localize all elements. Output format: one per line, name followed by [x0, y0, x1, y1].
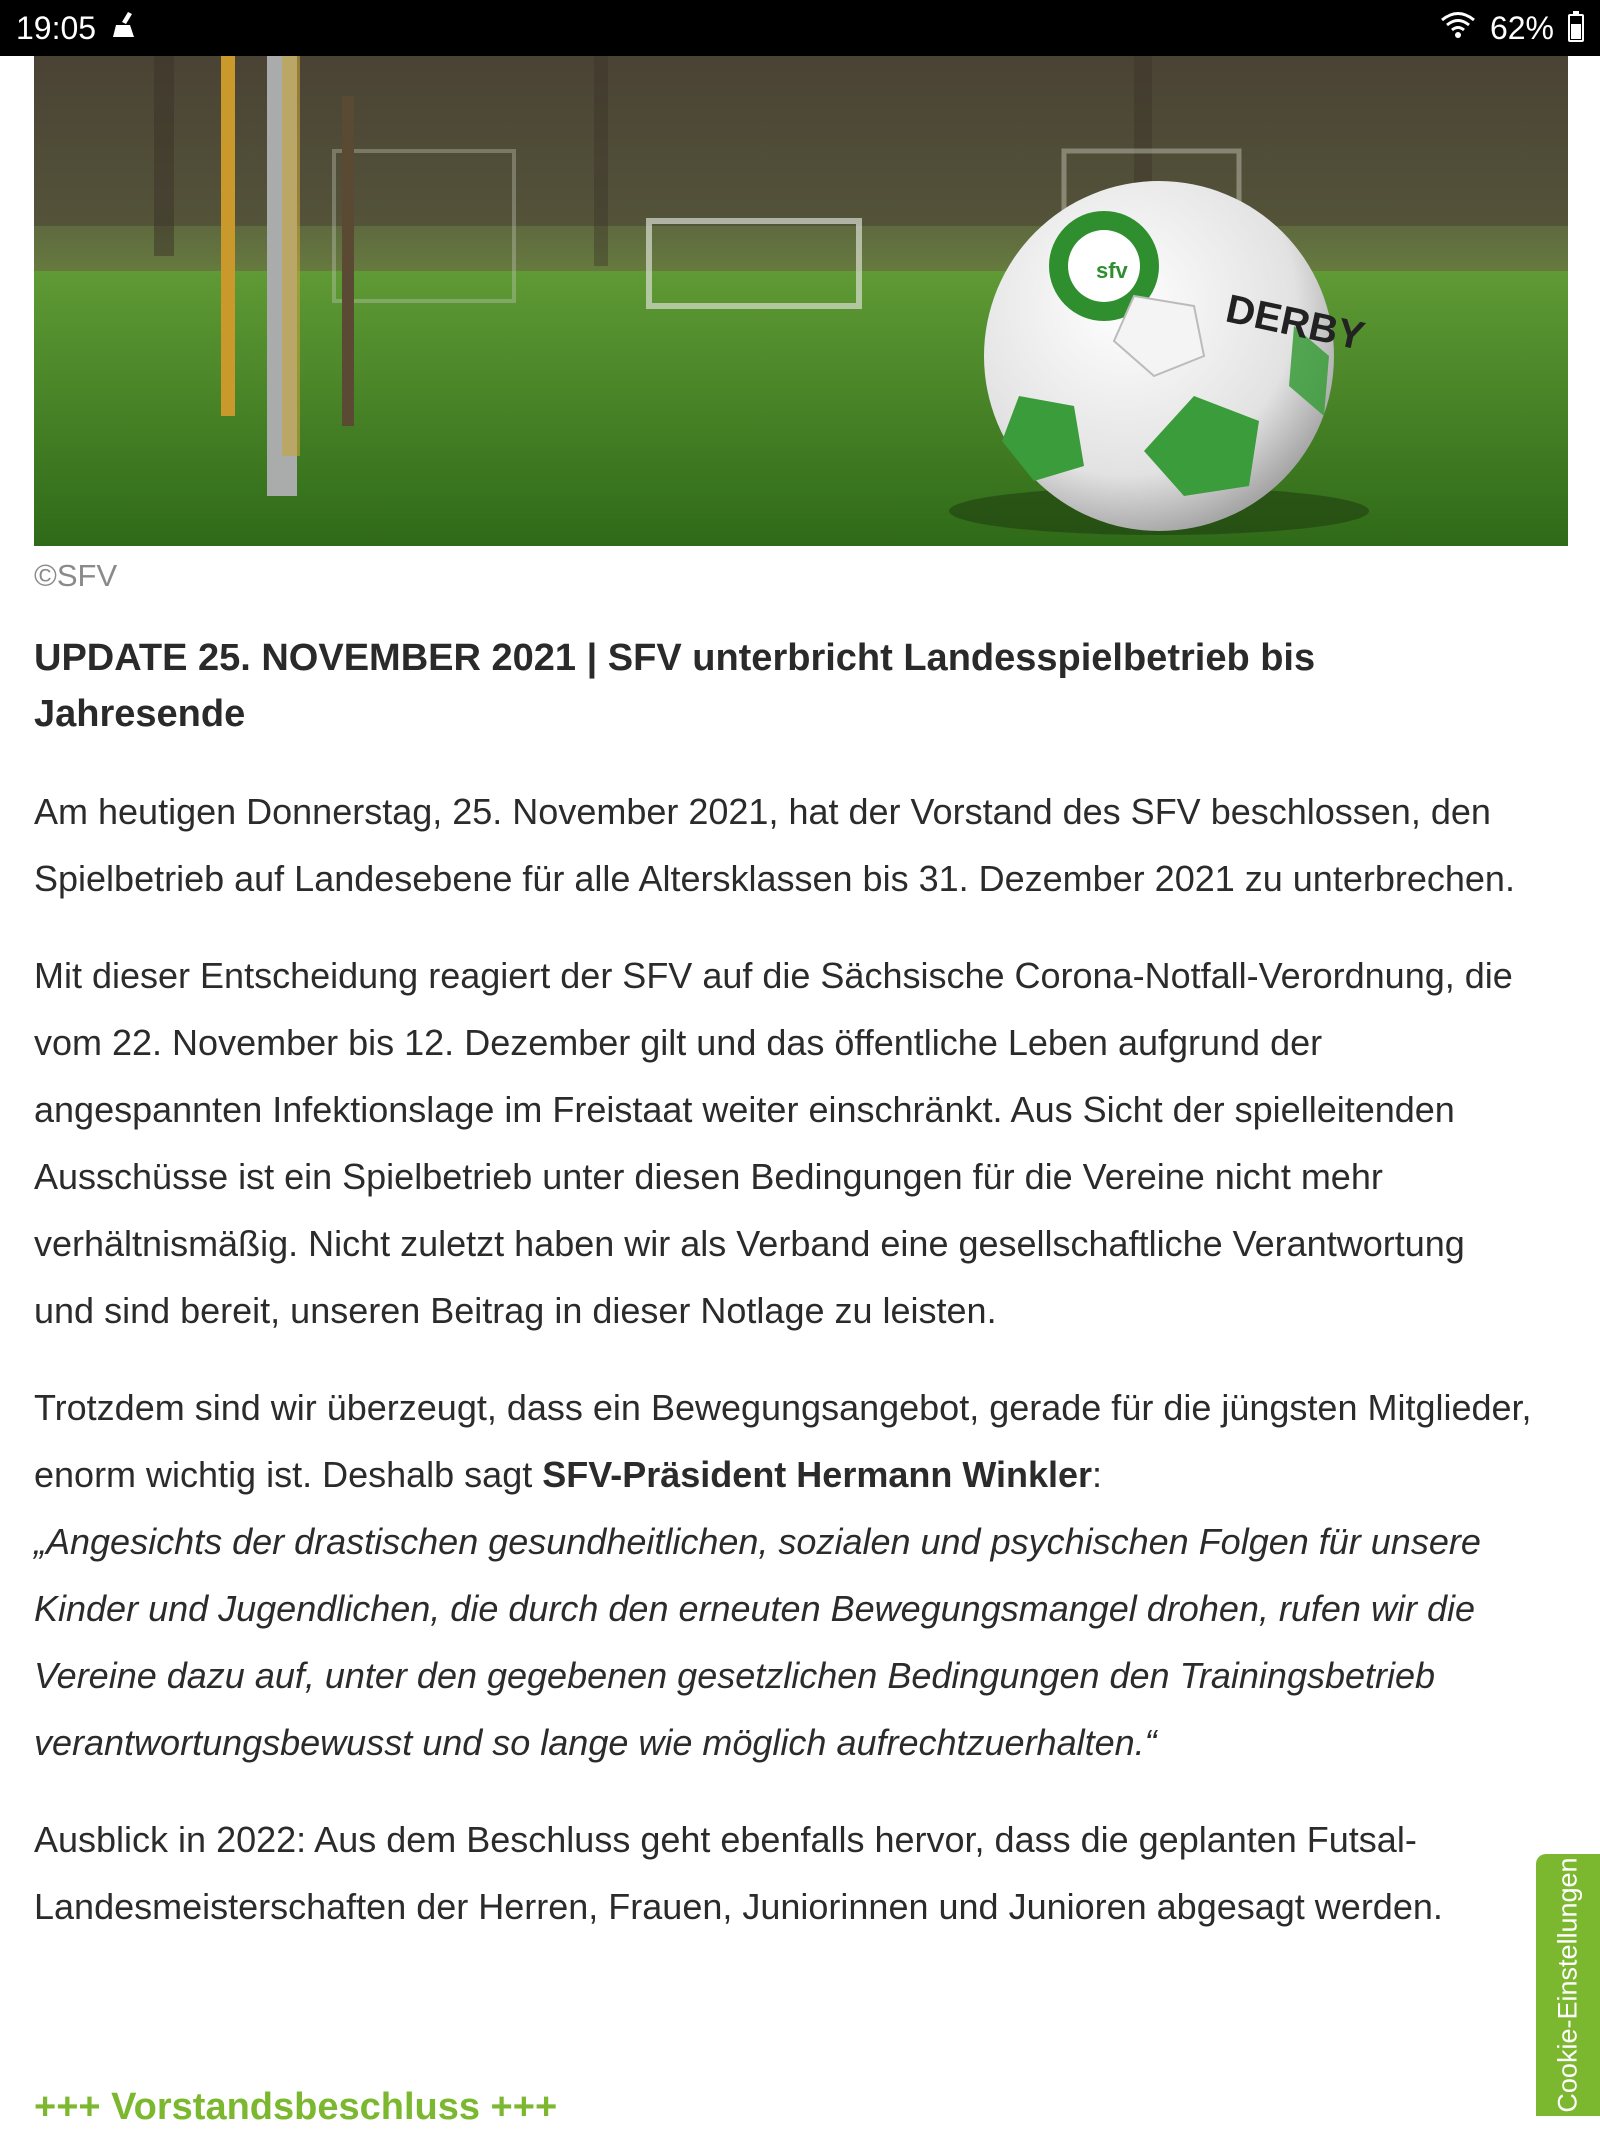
president-quote: „Angesichts der drastischen gesundheitlichen, sozialen und psychischen Folgen für unsere Kinder und Jugendlichen, die durch den erneuten Bewegungsmangel drohen, rufen wir die Vereine dazu auf, unter den gegebenen gesetzlichen Bedingungen den Trainingsbetrieb verantwortungsbewusst und so lange wie möglich aufrechtzuerhalten.“: [34, 1521, 1481, 1763]
image-credit: ©SFV: [34, 558, 118, 593]
status-bar: [0, 0, 1600, 56]
svg-text:DERBY: DERBY: [1222, 286, 1369, 359]
cookie-settings-label: Cookie-Einstellungen: [1552, 1857, 1583, 2113]
paragraph-3-intro: Trotzdem sind wir überzeugt, dass ein Bewegungsangebot, gerade für die jüngsten Mitglieder, enorm wichtig ist. Deshalb sagt: [34, 1387, 1532, 1495]
paragraph-3-colon: :: [1092, 1454, 1103, 1495]
vorstandsbeschluss-link[interactable]: +++ Vorstandsbeschluss +++: [34, 2086, 558, 2128]
cookie-settings-tab[interactable]: [1536, 1854, 1600, 2116]
article-headline: UPDATE 25. NOVEMBER 2021 | SFV unterbricht Landesspielbetrieb bis Jahresende: [34, 637, 1316, 735]
paragraph-3: [34, 1374, 1534, 1776]
article-body: [34, 630, 1534, 1970]
svg-text:sfv: sfv: [1096, 258, 1128, 283]
paragraph-4: Ausblick in 2022: Aus dem Beschluss geht ebenfalls hervor, dass die geplanten Futsal-Landesmeisterschaften der Herren, Frauen, Juniorinnen und Junioren abgesagt werden.: [34, 1819, 1443, 1927]
broom-icon: [110, 9, 140, 47]
paragraph-1: Am heutigen Donnerstag, 25. November 2021, hat der Vorstand des SFV beschlossen, den Spielbetrieb auf Landesebene für alle Altersklassen bis 31. Dezember 2021 zu unterbrechen.: [34, 791, 1515, 899]
status-time: 19:05: [16, 9, 97, 46]
battery-percent: 62%: [1489, 9, 1554, 46]
battery-icon: [1568, 14, 1584, 42]
wifi-icon: [1440, 10, 1476, 47]
hero-image: [34, 56, 1568, 546]
paragraph-2: Mit dieser Entscheidung reagiert der SFV auf die Sächsische Corona-Notfall-Verordnung, die vom 22. November bis 12. Dezember gilt und das öffentliche Leben aufgrund der angespannten Infektionslage im Freistaat weiter einschränkt. Aus Sicht der spielleitenden Ausschüsse ist ein Spielbetrieb unter diesen Bedingungen für die Vereine nicht mehr verhältnismäßig. Nicht zuletzt haben wir als Verband eine gesellschaftliche Verantwortung und sind bereit, unseren Beitrag in dieser Notlage zu leisten.: [34, 955, 1513, 1331]
speaker-name: SFV-Präsident Hermann Winkler: [542, 1454, 1093, 1495]
